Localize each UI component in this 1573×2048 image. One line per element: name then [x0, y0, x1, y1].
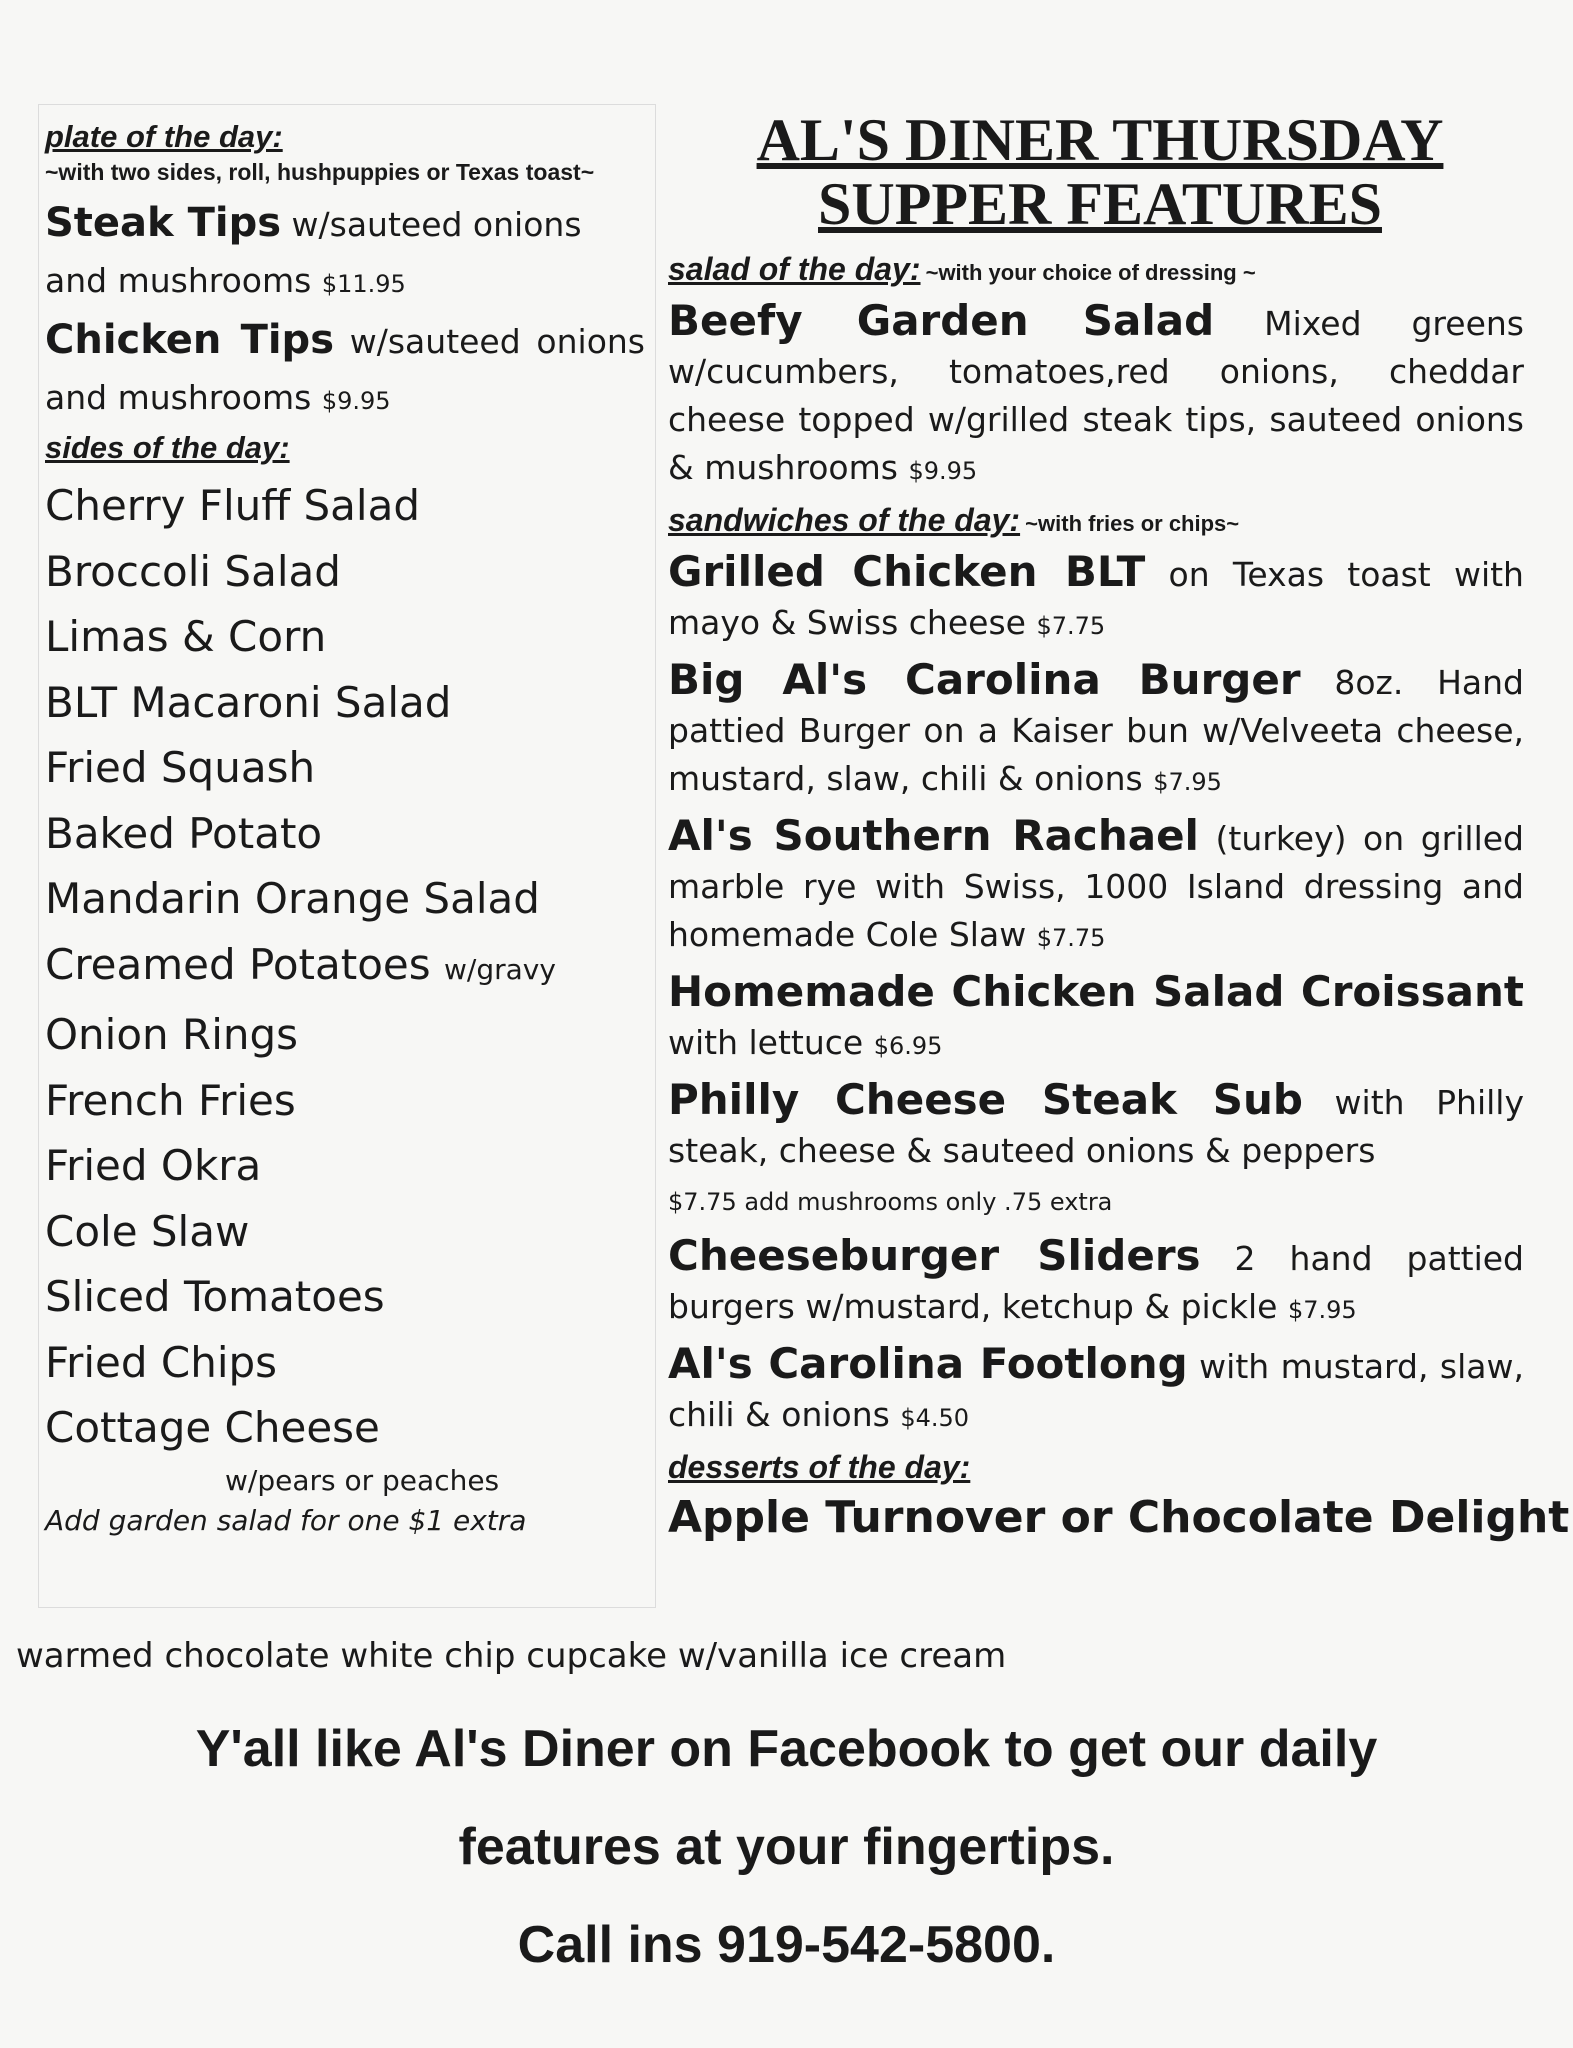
sandwiches-note: ~with fries or chips~ — [1025, 511, 1240, 536]
plate-item-price: $11.95 — [321, 270, 406, 298]
side-item: Mandarin Orange Salad — [45, 874, 540, 923]
side-item-note: w/gravy — [444, 952, 556, 986]
cupcake-note: warmed chocolate white chip cupcake w/vanilla ice cream — [16, 1636, 1007, 1676]
sandwich-item — [668, 1232, 1524, 1334]
plate-item-name: Steak Tips — [45, 200, 282, 246]
sandwich-desc: with mustard, slaw, chili & onions — [668, 1347, 1524, 1434]
sandwich-desc: (turkey) on grilled marble rye with Swiss, 1000 Island dressing and homemade Cole Slaw — [668, 819, 1524, 954]
side-item: Fried Squash — [45, 743, 316, 792]
left-column — [45, 118, 645, 1541]
footer-line-2: features at your fingertips. — [458, 1818, 1115, 1876]
side-item: French Fries — [45, 1075, 296, 1125]
sandwich-name: Philly Cheese Steak Sub — [668, 1075, 1303, 1124]
plate-item — [45, 312, 645, 429]
add-salad-note: Add garden salad for one $1 extra — [45, 1503, 527, 1537]
side-item: BLT Macaroni Salad — [45, 677, 452, 727]
salad-name: Beefy Garden Salad — [668, 296, 1215, 345]
plate-item-desc: w/sauteed onions and mushrooms — [45, 205, 582, 300]
plate-note: ~with two sides, roll, hushpuppies or Texas toast~ — [45, 159, 595, 185]
side-item: Cherry Fluff Salad — [45, 481, 420, 530]
plate-item — [45, 195, 645, 312]
sandwich-price: $7.95 — [1153, 768, 1222, 796]
title-line-2: SUPPER FEATURES — [818, 171, 1382, 237]
sandwich-name: Cheeseburger Sliders — [668, 1231, 1201, 1280]
plate-header: plate of the day: — [45, 119, 283, 154]
sandwich-item — [668, 548, 1524, 650]
sandwich-name: Homemade Chicken Salad Croissant — [668, 967, 1524, 1016]
side-item: Baked Potato — [45, 808, 323, 858]
sandwich-desc: on Texas toast with mayo & Swiss cheese — [668, 555, 1524, 642]
dessert-items: Apple Turnover or Chocolate Delight — [668, 1492, 1570, 1543]
sandwich-price: $4.50 — [900, 1404, 970, 1432]
desserts-header: desserts of the day: — [668, 1449, 971, 1485]
sandwich-price: $6.95 — [873, 1032, 943, 1060]
right-column — [668, 250, 1570, 1550]
sandwich-item — [668, 1076, 1524, 1226]
salad-header: salad of the day: — [668, 251, 921, 287]
side-item: Limas & Corn — [45, 612, 327, 661]
sandwich-item — [668, 656, 1524, 806]
plate-item-price: $9.95 — [321, 387, 391, 415]
sandwich-desc: with lettuce — [668, 1023, 864, 1062]
salad-item — [668, 297, 1524, 495]
sides-header: sides of the day: — [45, 430, 290, 465]
side-item — [45, 932, 645, 1003]
sides-list — [45, 473, 645, 1461]
sandwich-price: $7.75 — [1036, 924, 1106, 952]
side-item: Onion Rings — [45, 1010, 299, 1059]
footer — [0, 1700, 1573, 1994]
sandwich-desc: with Philly steak, cheese & sauteed onions & peppers — [668, 1083, 1524, 1170]
salad-price: $9.95 — [908, 457, 978, 485]
plate-item-desc: w/sauteed onions and mushrooms — [45, 322, 645, 417]
sandwich-name: Grilled Chicken BLT — [668, 547, 1146, 596]
side-item: Cottage Cheese — [45, 1403, 380, 1452]
side-item-name: Creamed Potatoes — [45, 939, 431, 989]
salad-desc: Mixed greens w/cucumbers, tomatoes,red onions, cheddar cheese topped w/grilled steak tips, sauteed onions & mushrooms — [668, 304, 1524, 487]
plate-item-name: Chicken Tips — [45, 317, 334, 363]
sandwich-name: Al's Carolina Footlong — [668, 1339, 1188, 1388]
sandwich-price: $7.75 — [1036, 612, 1106, 640]
sandwiches-header-line — [668, 501, 1524, 548]
salad-note: ~with your choice of dressing ~ — [925, 260, 1256, 285]
sandwich-item — [668, 968, 1524, 1070]
title-line-1: AL'S DINER THURSDAY — [756, 107, 1444, 173]
sandwich-item — [668, 812, 1524, 962]
footer-line-3: Call ins 919-542-5800. — [517, 1916, 1056, 1974]
side-item: Fried Okra — [45, 1141, 262, 1190]
sandwiches-header: sandwiches of the day: — [668, 502, 1021, 538]
sandwich-desc: 2 hand pattied burgers w/mustard, ketchup & pickle — [668, 1239, 1524, 1326]
side-item: Sliced Tomatoes — [45, 1272, 385, 1321]
pears-note: w/pears or peaches — [225, 1463, 500, 1497]
page-title — [660, 108, 1540, 236]
sandwich-name: Al's Southern Rachael — [668, 811, 1199, 860]
side-item: Broccoli Salad — [45, 546, 341, 596]
side-item: Cole Slaw — [45, 1206, 250, 1256]
sandwich-desc: 8oz. Hand pattied Burger on a Kaiser bun w/Velveeta cheese, mustard, slaw, chili & onions — [668, 663, 1524, 798]
sandwich-price: $7.75 add mushrooms only .75 extra — [668, 1188, 1113, 1216]
side-item: Fried Chips — [45, 1337, 278, 1387]
sandwich-price: $7.95 — [1287, 1296, 1357, 1324]
footer-line-1: Y'all like Al's Diner on Facebook to get our daily — [195, 1720, 1378, 1778]
sandwich-item — [668, 1340, 1524, 1442]
salad-header-line — [668, 250, 1524, 297]
sandwich-name: Big Al's Carolina Burger — [668, 655, 1301, 704]
